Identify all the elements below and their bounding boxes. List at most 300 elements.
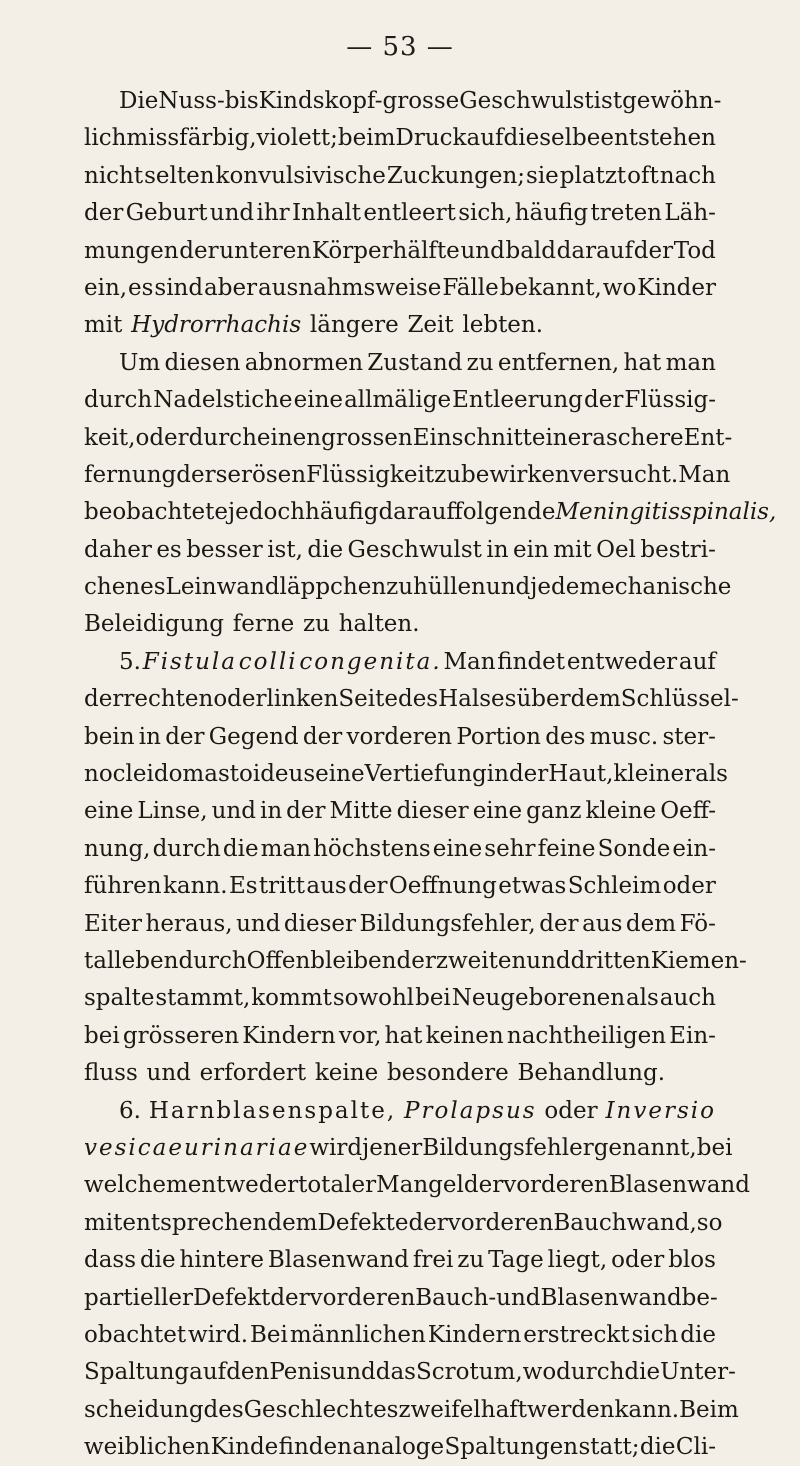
word: treten: [590, 200, 662, 227]
word: Tod: [673, 237, 716, 264]
word: ist: [593, 88, 623, 114]
word: analoge: [352, 1434, 445, 1461]
word: hat: [384, 1022, 423, 1049]
word: kleiner: [613, 761, 696, 788]
word: Einschnitt: [412, 424, 532, 451]
text-line: [84, 1317, 716, 1354]
word: Spaltung: [84, 1359, 190, 1386]
word: der: [84, 200, 124, 227]
word: häufig: [514, 200, 589, 227]
word: keit,: [84, 424, 136, 451]
text-line: [84, 719, 716, 756]
word: Man: [678, 461, 731, 488]
word: besondere: [386, 1060, 509, 1087]
word: der: [176, 461, 216, 488]
word: nicht: [84, 162, 144, 189]
word: Geschwulst: [459, 88, 594, 114]
word: und: [209, 200, 255, 227]
word: in: [138, 723, 161, 750]
word: erstreckt: [523, 1321, 630, 1348]
word: lebten.: [462, 312, 544, 339]
word: Um: [119, 349, 161, 376]
word: Prolapsus: [404, 1097, 537, 1124]
word: ein-: [672, 835, 716, 862]
word: der: [84, 686, 124, 713]
word: entweder: [566, 648, 678, 675]
word: Defekte: [317, 1209, 409, 1236]
word: dieser: [396, 798, 469, 825]
word: Bildungsfehler,: [359, 910, 536, 937]
word: Nuss-: [158, 88, 225, 114]
word: über: [516, 686, 571, 713]
text-line: [84, 793, 716, 830]
word: und: [236, 910, 281, 937]
word: keinen: [425, 1022, 504, 1049]
word: Defekt: [192, 1284, 271, 1311]
word: ausnahmsweise: [258, 274, 442, 301]
word: des: [397, 686, 439, 713]
word: Fö-: [679, 910, 716, 937]
body-text: [84, 83, 777, 1466]
word: bein: [84, 723, 135, 750]
text-line: [84, 532, 716, 569]
word: Kiemen-: [650, 947, 747, 974]
word: Meningitis: [555, 499, 681, 526]
word: ein,: [84, 274, 128, 301]
word: Halses: [438, 686, 517, 713]
word: vor,: [338, 1022, 382, 1049]
word: eine: [531, 424, 582, 451]
word: durch: [84, 387, 153, 414]
word: lich: [84, 125, 127, 152]
word: des: [203, 1396, 244, 1423]
word: etwas: [498, 873, 567, 900]
word: ihr: [256, 200, 290, 227]
word: Spaltungen: [444, 1434, 579, 1461]
word: Kindern: [242, 1022, 336, 1049]
word: Geschlechtes: [243, 1396, 399, 1423]
word: mungen: [84, 237, 179, 264]
word: Oeffnung: [388, 873, 497, 900]
word: Druck: [395, 125, 467, 152]
word: chenes: [84, 574, 166, 601]
word: hat: [623, 349, 662, 376]
word: sind: [154, 274, 204, 301]
text-line: [84, 494, 777, 531]
word: Zustand: [367, 349, 463, 376]
word: fluss: [84, 1060, 138, 1087]
text-line: [84, 756, 728, 793]
word: hüllen: [413, 574, 486, 601]
word: ganz: [526, 798, 582, 825]
word: tritt: [258, 873, 306, 900]
word: spinalis,: [680, 499, 777, 526]
word: in: [486, 761, 509, 788]
word: musc.: [589, 723, 659, 750]
word: dem: [625, 910, 677, 937]
word: eine: [293, 387, 344, 414]
word: oft: [627, 162, 659, 189]
word: und: [146, 1060, 191, 1087]
word: kleine: [585, 798, 657, 825]
word: führen: [84, 873, 162, 900]
word: totaler: [298, 1172, 377, 1199]
word: scheidung: [84, 1396, 204, 1423]
word: mit: [84, 312, 123, 339]
word: gewöhn-: [622, 88, 722, 114]
word: Nadelstiche: [153, 387, 293, 414]
text-line: [84, 382, 716, 419]
word: der: [165, 723, 205, 750]
word: Offenbleiben: [246, 947, 397, 974]
word: hintere: [179, 1247, 264, 1274]
word: aus: [582, 910, 623, 937]
word: genannt,: [593, 1134, 697, 1161]
word: sich,: [458, 200, 513, 227]
word: allmälige: [344, 387, 452, 414]
word: Harnblasenspalte,: [148, 1097, 397, 1124]
text-line: [84, 943, 747, 980]
word: nachtheiligen: [506, 1022, 667, 1049]
word: die: [624, 1359, 661, 1386]
word: der: [302, 723, 343, 750]
word: kommt: [251, 985, 332, 1012]
text-line: [84, 83, 722, 120]
word: dieselbe: [503, 125, 601, 152]
word: der: [539, 910, 579, 937]
word: unteren: [219, 237, 312, 264]
word: auf: [466, 125, 504, 152]
word: die: [307, 536, 344, 563]
word: Blasenwand: [267, 1247, 410, 1274]
word: auf: [678, 648, 716, 675]
word: männlichen: [289, 1321, 426, 1348]
word: oder: [135, 424, 189, 451]
word: vorderen: [447, 1209, 554, 1236]
word: daher: [84, 536, 152, 563]
word: Leinwandläppchen: [165, 574, 387, 601]
word: raschere: [581, 424, 684, 451]
text-line: [84, 1392, 739, 1429]
word: be-: [681, 1284, 718, 1311]
word: wo: [602, 274, 637, 301]
word: nocleidomastoideus: [84, 761, 316, 788]
word: wird: [309, 1134, 363, 1161]
word: Penis: [269, 1359, 332, 1386]
word: das: [375, 1359, 416, 1386]
word: obachtet: [84, 1321, 187, 1348]
word: Körperhälfte: [311, 237, 460, 264]
word: kann.: [162, 873, 228, 900]
word: bei: [696, 1134, 733, 1161]
text-line: [84, 644, 716, 681]
text-line: [84, 868, 716, 905]
word: und: [460, 237, 505, 264]
text-line: [84, 831, 716, 868]
word: sowohl: [332, 985, 415, 1012]
word: zu: [434, 461, 462, 488]
text-line: [84, 606, 716, 643]
word: als: [625, 985, 659, 1012]
word: ster-: [662, 723, 716, 750]
word: der: [583, 387, 624, 414]
word: dem: [570, 686, 621, 713]
word: versucht.: [569, 461, 679, 488]
word: und: [211, 798, 256, 825]
word: halten.: [338, 611, 420, 638]
word: feine: [537, 835, 596, 862]
word: die: [222, 835, 259, 862]
word: aber: [204, 274, 258, 301]
word: heraus,: [145, 910, 233, 937]
word: Scrotum,: [415, 1359, 523, 1386]
word: frei: [412, 1247, 454, 1274]
word: Haut,: [548, 761, 614, 788]
word: Schleim: [567, 873, 662, 900]
word: linken: [266, 686, 339, 713]
word: selten: [144, 162, 215, 189]
word: der: [508, 761, 549, 788]
word: die: [680, 1321, 716, 1348]
word: aus: [306, 873, 347, 900]
text-line: [84, 1280, 716, 1317]
word: vorderen: [503, 1172, 609, 1199]
word: Tage: [488, 1247, 544, 1274]
word: erfordert: [199, 1060, 307, 1087]
word: man: [665, 349, 716, 376]
word: der: [270, 1284, 310, 1311]
word: bei: [84, 1022, 120, 1049]
word: werden: [527, 1396, 615, 1423]
word: 5.: [119, 648, 141, 675]
word: bewirken: [461, 461, 570, 488]
word: weiblichen: [84, 1434, 211, 1461]
word: talleben: [84, 947, 179, 974]
word: mechanische: [579, 574, 732, 601]
text-line: [84, 1242, 716, 1279]
word: findet: [497, 648, 566, 675]
word: den: [226, 1359, 270, 1386]
word: Seite: [338, 686, 398, 713]
word: zweiten: [435, 947, 527, 974]
word: konvulsivische: [215, 162, 386, 189]
word: violett;: [256, 125, 338, 152]
word: Bauchwand,: [553, 1209, 697, 1236]
word: Beim: [679, 1396, 739, 1423]
word: Bauch-: [415, 1284, 497, 1311]
word: dritten: [570, 947, 651, 974]
word: in: [259, 798, 283, 825]
word: sehr: [484, 835, 536, 862]
word: congenita.: [299, 648, 442, 675]
word: Bildungsfehler: [422, 1134, 594, 1161]
word: des: [545, 723, 586, 750]
word: Kinder: [637, 274, 716, 301]
word: zu: [303, 611, 330, 638]
word: Beleidigung: [84, 611, 224, 638]
word: nung,: [84, 835, 151, 862]
word: wird.: [188, 1321, 249, 1348]
word: Mitte: [329, 798, 393, 825]
word: eine: [84, 798, 134, 825]
text-line: [84, 906, 716, 943]
word: bis: [224, 88, 259, 114]
word: die: [139, 1247, 176, 1274]
word: vorderen: [309, 1284, 416, 1311]
word: Man: [443, 648, 496, 675]
word: Cli-: [675, 1434, 716, 1461]
word: Neugeborenen: [451, 985, 626, 1012]
word: Flüssigkeit: [306, 461, 435, 488]
text-line: [84, 980, 716, 1017]
word: Die: [119, 88, 159, 114]
word: ferne: [232, 611, 295, 638]
word: Portion: [456, 723, 541, 750]
word: Zuckungen;: [386, 162, 526, 189]
word: missfärbig,: [126, 125, 257, 152]
word: eine: [432, 835, 483, 862]
text-line: [84, 195, 716, 232]
word: Eiter: [84, 910, 142, 937]
text-line: [84, 569, 732, 606]
text-line: [84, 420, 733, 457]
word: eine: [472, 798, 523, 825]
word: colli: [238, 648, 298, 675]
word: nach: [659, 162, 716, 189]
word: und: [526, 947, 571, 974]
word: durch: [152, 835, 221, 862]
word: Mangel: [376, 1172, 464, 1199]
word: platzt: [559, 162, 627, 189]
word: Geburt: [125, 200, 208, 227]
word: welchem: [84, 1172, 188, 1199]
page-number: — 53 —: [346, 32, 454, 62]
word: Fistula: [142, 648, 237, 675]
word: abnormen: [244, 349, 364, 376]
word: Entleerung: [452, 387, 583, 414]
word: entweder: [187, 1172, 299, 1199]
word: so: [696, 1209, 723, 1236]
word: urinariae: [183, 1134, 310, 1161]
word: sich: [631, 1321, 679, 1348]
word: entleert: [363, 200, 456, 227]
word: Kindern: [427, 1321, 522, 1348]
word: spalte: [84, 985, 155, 1012]
word: ein: [512, 536, 549, 563]
word: der: [348, 873, 388, 900]
word: einen: [256, 424, 322, 451]
word: keine: [314, 1060, 379, 1087]
word: Unter-: [660, 1359, 736, 1386]
text-line: [84, 1130, 733, 1167]
text-line: [84, 1354, 736, 1391]
word: zu: [457, 1247, 485, 1274]
word: und: [331, 1359, 376, 1386]
word: es: [128, 274, 154, 301]
word: entsprechendem: [122, 1209, 318, 1236]
word: häufig: [305, 499, 379, 526]
word: bald: [505, 237, 556, 264]
text-line: [84, 270, 716, 307]
word: grösseren: [122, 1022, 240, 1049]
text-line: [84, 345, 716, 382]
word: zweifelhaft: [398, 1396, 528, 1423]
word: entfernen,: [497, 349, 620, 376]
word: Ein-: [669, 1022, 716, 1049]
word: vorderen: [346, 723, 453, 750]
word: partieller: [84, 1284, 193, 1311]
word: Behandlung.: [517, 1060, 666, 1087]
word: der: [463, 1172, 504, 1199]
word: und: [496, 1284, 541, 1311]
word: der: [408, 1209, 448, 1236]
word: Kinde: [210, 1434, 279, 1461]
word: Geschwulst: [347, 536, 482, 563]
word: eine: [315, 761, 365, 788]
word: statt;: [578, 1434, 640, 1461]
word: durch: [188, 424, 257, 451]
word: Es: [228, 873, 258, 900]
word: Flüssig-: [624, 387, 716, 414]
text-line: [84, 158, 716, 195]
word: kann.: [614, 1396, 680, 1423]
word: diesen: [164, 349, 241, 376]
word: der: [286, 798, 326, 825]
word: darauffolgende: [378, 499, 556, 526]
word: auch: [659, 985, 716, 1012]
word: beim: [337, 125, 396, 152]
word: auf: [189, 1359, 227, 1386]
text-line: [84, 1093, 716, 1130]
word: jener: [362, 1134, 423, 1161]
word: man: [260, 835, 311, 862]
word: serösen: [215, 461, 307, 488]
word: Zeit: [407, 312, 454, 339]
word: höchstens: [313, 835, 431, 862]
text-line: [84, 233, 716, 270]
word: dieser: [283, 910, 357, 937]
text-line: [84, 1205, 723, 1242]
word: mit: [84, 1209, 123, 1236]
word: oder: [611, 1247, 665, 1274]
word: Sonde: [597, 835, 671, 862]
word: 6.: [119, 1097, 141, 1124]
word: bestri-: [640, 536, 716, 563]
word: Oeff-: [660, 798, 716, 825]
word: besser: [186, 536, 263, 563]
word: längere: [309, 312, 399, 339]
word: Gegend: [208, 723, 299, 750]
word: Oel: [596, 536, 636, 563]
word: mit: [553, 536, 592, 563]
word: Vertiefung: [364, 761, 487, 788]
word: und: [485, 574, 531, 601]
word: durch: [178, 947, 247, 974]
word: Läh-: [664, 200, 716, 227]
word: Hydrorrhachis: [131, 312, 302, 339]
word: vesicae: [84, 1134, 184, 1161]
word: rechten: [123, 686, 214, 713]
word: in: [486, 536, 509, 563]
text-line: [84, 1167, 750, 1204]
text-line: [84, 1018, 716, 1055]
word: als: [695, 761, 728, 788]
word: der: [179, 237, 219, 264]
word: fernung: [84, 461, 177, 488]
word: ist,: [267, 536, 303, 563]
word: sie: [526, 162, 559, 189]
text-line: [84, 1429, 716, 1466]
